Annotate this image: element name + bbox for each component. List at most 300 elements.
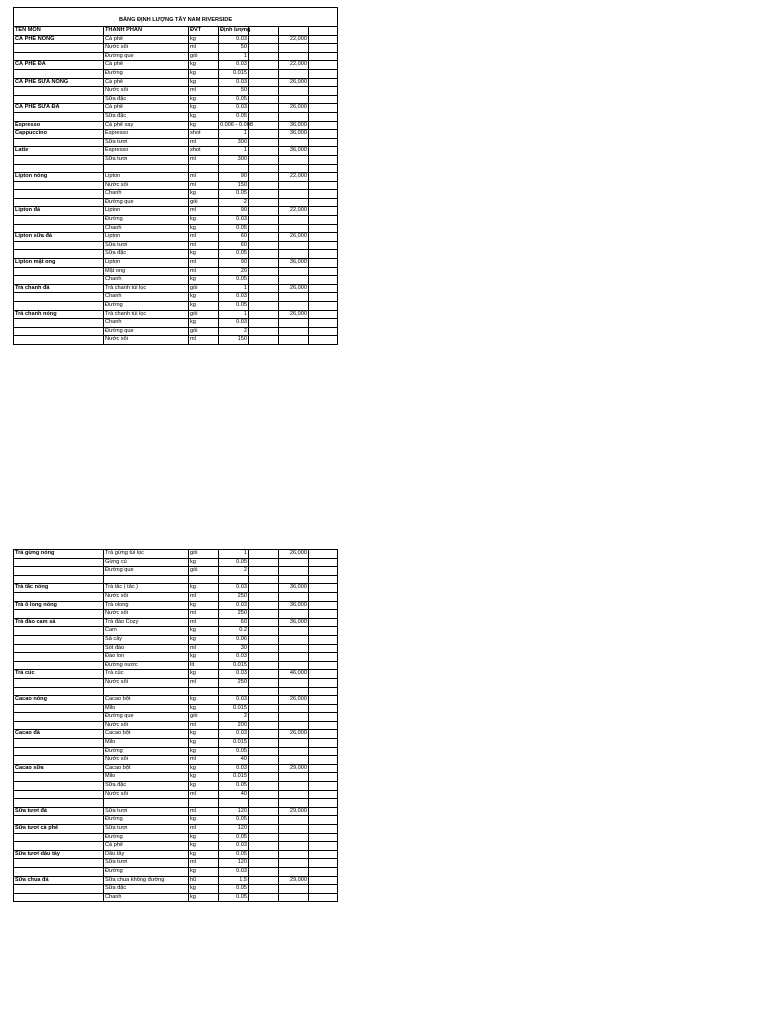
unit-cell: kg <box>189 121 219 130</box>
ingredient-cell: Sữa tươi <box>104 155 189 164</box>
table-row <box>14 241 338 250</box>
dish-name-cell: CÀ PHÊ SỮA ĐÁ <box>14 104 104 113</box>
unit-cell: ml <box>189 207 219 216</box>
extra-cell <box>249 696 279 705</box>
quantity-cell: 1.5 <box>219 876 249 885</box>
dish-name-cell <box>14 293 104 302</box>
extra-cell <box>309 825 338 834</box>
extra-cell <box>309 885 338 894</box>
dish-name-cell <box>14 713 104 722</box>
table-row <box>14 833 338 842</box>
dish-name-cell <box>14 336 104 345</box>
extra-cell <box>309 336 338 345</box>
header-row <box>14 27 338 36</box>
extra-cell <box>309 121 338 130</box>
extra-cell <box>309 207 338 216</box>
extra-cell <box>249 773 279 782</box>
price-cell: 36,000 <box>279 618 309 627</box>
dish-name-cell <box>14 627 104 636</box>
price-cell: 26,000 <box>279 730 309 739</box>
price-cell: 26,000 <box>279 233 309 242</box>
dish-name-cell <box>14 790 104 799</box>
extra-cell <box>249 670 279 679</box>
unit-cell: kg <box>189 190 219 199</box>
unit-cell: gói <box>189 713 219 722</box>
extra-cell <box>309 216 338 225</box>
table-row <box>14 112 338 121</box>
price-cell <box>279 276 309 285</box>
quantity-cell <box>219 799 249 808</box>
unit-cell: kg <box>189 704 219 713</box>
quantity-cell: 0.05 <box>219 224 249 233</box>
price-cell <box>279 825 309 834</box>
quantity-cell: 120 <box>219 859 249 868</box>
ingredient-cell: Chanh <box>104 190 189 199</box>
extra-cell <box>249 121 279 130</box>
price-cell <box>279 833 309 842</box>
dish-name-cell <box>14 816 104 825</box>
dish-name-cell: Lipton sữa đá <box>14 233 104 242</box>
ingredient-cell <box>104 799 189 808</box>
price-cell <box>279 155 309 164</box>
header-cell: ĐVT <box>189 27 219 36</box>
extra-cell <box>309 550 338 559</box>
ingredient-cell: Đường <box>104 302 189 311</box>
extra-cell <box>249 644 279 653</box>
price-cell <box>279 782 309 791</box>
extra-cell <box>249 747 279 756</box>
price-cell: 26,000 <box>279 310 309 319</box>
table-row <box>14 601 338 610</box>
dish-name-cell <box>14 833 104 842</box>
ingredient-cell: Trà chanh túi lọc <box>104 310 189 319</box>
unit-cell: ml <box>189 807 219 816</box>
table-row <box>14 104 338 113</box>
table-row <box>14 52 338 61</box>
unit-cell: kg <box>189 850 219 859</box>
table-row <box>14 867 338 876</box>
quantity-cell: 60 <box>219 618 249 627</box>
ingredient-cell: Sữa tươi <box>104 138 189 147</box>
unit-cell: kg <box>189 842 219 851</box>
quantity-cell: 0.03 <box>219 61 249 70</box>
extra-cell <box>309 310 338 319</box>
price-cell: 22,000 <box>279 35 309 44</box>
quantity-cell: 90 <box>219 173 249 182</box>
table-row <box>14 816 338 825</box>
extra-cell <box>309 764 338 773</box>
extra-cell <box>309 678 338 687</box>
unit-cell: kg <box>189 627 219 636</box>
ingredient-cell: Sữa đặc <box>104 782 189 791</box>
price-cell: 36,000 <box>279 121 309 130</box>
unit-cell <box>189 575 219 584</box>
quantity-cell <box>219 164 249 173</box>
extra-cell <box>249 618 279 627</box>
ingredient-cell <box>104 164 189 173</box>
extra-cell <box>309 52 338 61</box>
table-row <box>14 284 338 293</box>
unit-cell: kg <box>189 696 219 705</box>
dish-name-cell: Sữa tươi đá <box>14 807 104 816</box>
unit-cell: ml <box>189 618 219 627</box>
price-cell <box>279 799 309 808</box>
dish-name-cell <box>14 319 104 328</box>
dish-name-cell: Espresso <box>14 121 104 130</box>
extra-cell <box>249 584 279 593</box>
extra-cell <box>309 327 338 336</box>
unit-cell: kg <box>189 730 219 739</box>
price-cell <box>279 773 309 782</box>
extra-cell <box>309 842 338 851</box>
extra-cell <box>309 164 338 173</box>
ingredient-cell: Cà phê xay <box>104 121 189 130</box>
extra-cell <box>309 181 338 190</box>
dish-name-cell <box>14 567 104 576</box>
table-body-page-2 <box>14 550 338 902</box>
extra-cell <box>249 859 279 868</box>
ingredient-cell: Sữa đặc <box>104 885 189 894</box>
extra-cell <box>249 104 279 113</box>
quantity-cell: 2 <box>219 198 249 207</box>
unit-cell: kg <box>189 833 219 842</box>
quantity-cell: 0.03 <box>219 670 249 679</box>
price-cell <box>279 739 309 748</box>
unit-cell: ml <box>189 825 219 834</box>
unit-cell: ml <box>189 721 219 730</box>
extra-cell <box>249 198 279 207</box>
quantity-cell: 40 <box>219 790 249 799</box>
quantity-cell: 0.03 <box>219 696 249 705</box>
header-cell: THÀNH PHẦN <box>104 27 189 36</box>
dish-name-cell: Trà chanh nóng <box>14 310 104 319</box>
extra-cell <box>249 112 279 121</box>
unit-cell: kg <box>189 319 219 328</box>
extra-cell <box>249 147 279 156</box>
dish-name-cell: Lipton đá <box>14 207 104 216</box>
dish-name-cell <box>14 610 104 619</box>
extra-cell <box>309 653 338 662</box>
price-cell <box>279 610 309 619</box>
extra-cell <box>249 756 279 765</box>
table-row <box>14 661 338 670</box>
dish-name-cell: Trà đào cam sả <box>14 618 104 627</box>
extra-cell <box>309 696 338 705</box>
price-cell <box>279 627 309 636</box>
dish-name-cell <box>14 112 104 121</box>
extra-cell <box>309 756 338 765</box>
quantity-cell: 0.03 <box>219 319 249 328</box>
price-cell: 26,000 <box>279 104 309 113</box>
quantity-cell: 0.03 <box>219 601 249 610</box>
price-cell <box>279 713 309 722</box>
extra-cell <box>249 267 279 276</box>
extra-cell <box>249 825 279 834</box>
unit-cell: ml <box>189 155 219 164</box>
ingredient-cell: Espresso <box>104 130 189 139</box>
dish-name-cell <box>14 95 104 104</box>
dish-name-cell: CÀ PHÊ SỮA NÓNG <box>14 78 104 87</box>
dish-name-cell <box>14 687 104 696</box>
extra-cell <box>249 782 279 791</box>
dish-name-cell: Trà gừng nóng <box>14 550 104 559</box>
table-row <box>14 893 338 902</box>
quantity-cell: 0.2 <box>219 627 249 636</box>
extra-cell <box>309 44 338 53</box>
extra-cell <box>309 739 338 748</box>
price-cell: 29,000 <box>279 764 309 773</box>
ingredient-cell: Nước sôi <box>104 790 189 799</box>
dish-name-cell <box>14 885 104 894</box>
quantity-cell: 0.03 <box>219 653 249 662</box>
extra-cell <box>249 224 279 233</box>
extra-cell <box>249 173 279 182</box>
quantity-cell: 0.05 <box>219 95 249 104</box>
unit-cell: kg <box>189 69 219 78</box>
table-row <box>14 773 338 782</box>
unit-cell <box>189 799 219 808</box>
quantity-cell: 120 <box>219 825 249 834</box>
quantity-cell: 0.03 <box>219 730 249 739</box>
quantity-cell: 0.015 <box>219 661 249 670</box>
extra-cell <box>309 721 338 730</box>
ingredient-cell: Sữa tươi <box>104 859 189 868</box>
price-cell <box>279 293 309 302</box>
table-row <box>14 147 338 156</box>
extra-cell <box>249 61 279 70</box>
unit-cell <box>189 164 219 173</box>
extra-cell <box>249 69 279 78</box>
table-row <box>14 155 338 164</box>
dish-name-cell <box>14 164 104 173</box>
price-cell <box>279 95 309 104</box>
table-row <box>14 764 338 773</box>
table-row <box>14 190 338 199</box>
extra-cell <box>249 95 279 104</box>
price-cell <box>279 867 309 876</box>
quantity-cell: 0.05 <box>219 302 249 311</box>
extra-cell <box>309 773 338 782</box>
quantity-cell: 90 <box>219 207 249 216</box>
ingredient-cell <box>104 575 189 584</box>
title-row <box>14 8 338 27</box>
unit-cell: ml <box>189 592 219 601</box>
table-row <box>14 575 338 584</box>
ingredient-cell: Đường <box>104 833 189 842</box>
extra-cell <box>249 233 279 242</box>
extra-cell <box>249 155 279 164</box>
price-cell <box>279 575 309 584</box>
unit-cell: ml <box>189 44 219 53</box>
table-row <box>14 95 338 104</box>
dish-name-cell: Lipton mật ong <box>14 259 104 268</box>
extra-cell <box>309 233 338 242</box>
quantity-cell: 0.05 <box>219 558 249 567</box>
ingredient-cell: Sốt đào <box>104 644 189 653</box>
unit-cell: kg <box>189 601 219 610</box>
ingredient-cell: Sữa tươi <box>104 807 189 816</box>
table-row <box>14 267 338 276</box>
dish-name-cell <box>14 190 104 199</box>
table-row <box>14 181 338 190</box>
extra-cell <box>249 319 279 328</box>
extra-cell <box>249 558 279 567</box>
unit-cell: ml <box>189 259 219 268</box>
table-row <box>14 550 338 559</box>
extra-cell <box>249 850 279 859</box>
unit-cell: kg <box>189 893 219 902</box>
extra-cell <box>309 69 338 78</box>
ingredient-cell: Nước sôi <box>104 87 189 96</box>
ingredient-cell: Milo <box>104 773 189 782</box>
price-cell: 26,000 <box>279 550 309 559</box>
ingredient-cell: Cacao bột <box>104 764 189 773</box>
unit-cell: ml <box>189 336 219 345</box>
table-row <box>14 687 338 696</box>
table-row <box>14 799 338 808</box>
extra-cell <box>309 618 338 627</box>
price-cell <box>279 302 309 311</box>
quantity-cell: 0.03 <box>219 842 249 851</box>
ingredient-cell: Đường <box>104 747 189 756</box>
ingredient-cell: Lipton <box>104 173 189 182</box>
extra-cell <box>249 241 279 250</box>
extra-cell <box>309 61 338 70</box>
extra-cell <box>249 78 279 87</box>
ingredient-cell: Lipton <box>104 259 189 268</box>
quantity-cell: 250 <box>219 678 249 687</box>
ingredient-cell: Sữa đặc <box>104 112 189 121</box>
price-cell <box>279 52 309 61</box>
extra-cell <box>249 327 279 336</box>
price-cell <box>279 592 309 601</box>
unit-cell: kg <box>189 35 219 44</box>
unit-cell: ml <box>189 267 219 276</box>
quantity-cell: 200 <box>219 721 249 730</box>
extra-cell <box>309 687 338 696</box>
header-cell: Định lượng <box>219 27 249 36</box>
dish-name-cell <box>14 198 104 207</box>
unit-cell: ml <box>189 181 219 190</box>
ingredient-cell: Sả cây <box>104 635 189 644</box>
unit-cell: ml <box>189 138 219 147</box>
extra-cell <box>249 164 279 173</box>
extra-cell <box>249 807 279 816</box>
unit-cell: gói <box>189 198 219 207</box>
dish-name-cell <box>14 155 104 164</box>
extra-cell <box>249 259 279 268</box>
quantity-cell: 60 <box>219 241 249 250</box>
unit-cell: ml <box>189 644 219 653</box>
dish-name-cell <box>14 558 104 567</box>
unit-cell: gói <box>189 327 219 336</box>
quantity-cell: 20 <box>219 267 249 276</box>
extra-cell <box>249 336 279 345</box>
extra-cell <box>249 44 279 53</box>
price-cell: 26,000 <box>279 284 309 293</box>
extra-cell <box>309 661 338 670</box>
ingredient-cell: Nước sôi <box>104 181 189 190</box>
unit-cell: kg <box>189 61 219 70</box>
unit-cell: shot <box>189 147 219 156</box>
dish-name-cell <box>14 859 104 868</box>
price-cell <box>279 138 309 147</box>
extra-cell <box>249 310 279 319</box>
quantity-cell: 0.015 <box>219 739 249 748</box>
table-row <box>14 807 338 816</box>
extra-cell <box>249 610 279 619</box>
price-cell <box>279 661 309 670</box>
extra-cell <box>309 867 338 876</box>
quantity-cell: 50 <box>219 44 249 53</box>
table-row <box>14 747 338 756</box>
price-cell: 46,000 <box>279 670 309 679</box>
ingredient-cell: Sữa đặc <box>104 250 189 259</box>
extra-cell <box>249 284 279 293</box>
unit-cell <box>189 687 219 696</box>
dish-name-cell <box>14 635 104 644</box>
extra-cell <box>309 670 338 679</box>
unit-cell: kg <box>189 216 219 225</box>
price-cell <box>279 816 309 825</box>
price-cell <box>279 224 309 233</box>
extra-cell <box>249 52 279 61</box>
extra-cell <box>309 78 338 87</box>
table-row <box>14 567 338 576</box>
dish-name-cell: Latte <box>14 147 104 156</box>
extra-cell <box>309 782 338 791</box>
quantity-cell: 2 <box>219 713 249 722</box>
ingredient-cell: Sữa tươi <box>104 241 189 250</box>
quantity-cell: 1 <box>219 147 249 156</box>
table-row <box>14 69 338 78</box>
table-row <box>14 558 338 567</box>
table-row <box>14 739 338 748</box>
extra-cell <box>249 790 279 799</box>
unit-cell: gói <box>189 310 219 319</box>
quantity-cell: 60 <box>219 233 249 242</box>
sheet-title: BẢNG ĐỊNH LƯỢNG TÂY NAM RIVERSIDE <box>14 8 338 27</box>
dish-name-cell: Trà ô long nóng <box>14 601 104 610</box>
quantity-cell: 0.05 <box>219 747 249 756</box>
header-cell: TÊN MÓN <box>14 27 104 36</box>
price-cell: 36,000 <box>279 147 309 156</box>
quantity-cell: 1 <box>219 284 249 293</box>
extra-cell <box>249 867 279 876</box>
price-cell <box>279 267 309 276</box>
price-cell: 22,000 <box>279 207 309 216</box>
extra-cell <box>249 893 279 902</box>
dish-name-cell: Trà cúc <box>14 670 104 679</box>
extra-cell <box>249 216 279 225</box>
table-row <box>14 670 338 679</box>
ingredient-cell: Đường que <box>104 567 189 576</box>
quantity-cell: 0.015 <box>219 704 249 713</box>
extra-cell <box>309 293 338 302</box>
extra-cell <box>249 687 279 696</box>
dish-name-cell <box>14 773 104 782</box>
recipe-table-page-2 <box>13 549 338 902</box>
dish-name-cell <box>14 867 104 876</box>
unit-cell: kg <box>189 302 219 311</box>
extra-cell <box>309 104 338 113</box>
extra-cell <box>249 842 279 851</box>
unit-cell: kg <box>189 773 219 782</box>
extra-cell <box>249 885 279 894</box>
extra-cell <box>309 799 338 808</box>
dish-name-cell <box>14 241 104 250</box>
unit-cell: ml <box>189 859 219 868</box>
